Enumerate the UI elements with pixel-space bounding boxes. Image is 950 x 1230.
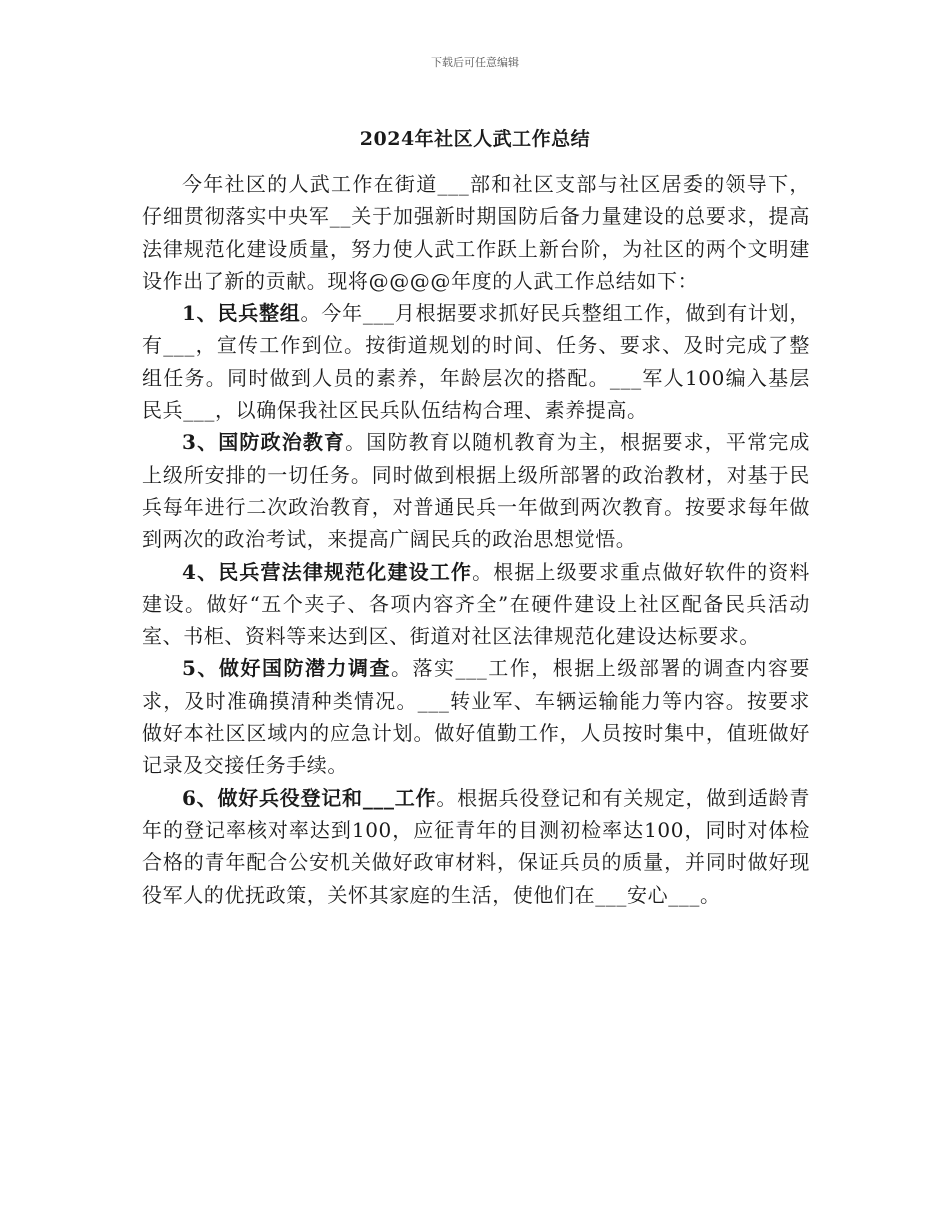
section-text: 。根据兵役登记和有关规定，做到适龄青年的登记率核对率达到100，应征青年的目测初检率达100，同时对体检合格的青年配合公安机关做好政审材料，保证兵员的质量，并同时做好现役军人的优抚政策，关怀其家庭的生活，使他们在___安心___。: [142, 785, 810, 907]
intro-paragraph: 今年社区的人武工作在街道___部和社区支部与社区居委的领导下，仔细贯彻落实中央军__关于加强新时期国防后备力量建设的总要求，提高法律规范化建设质量，努力使人武工作跃上新台阶，为社区的两个文明建设作出了新的贡献。现将@@@@年度的人武工作总结如下：: [142, 172, 810, 293]
section-text: 。今年___月根据要求抓好民兵整组工作，做到有计划，有___，宣传工作到位。按街道规划的时间、任务、要求、及时完成了整组任务。同时做到人员的素养，年龄层次的搭配。___军人100编入基层民兵___，以确保我社区民兵队伍结构合理、素养提高。: [142, 301, 810, 423]
document-body: [142, 168, 810, 911]
section-heading: 3、国防政治教育: [182, 430, 346, 455]
document-title: 2024年社区人武工作总结: [359, 128, 591, 150]
section-text: 。落实___工作，根据上级部署的调查内容要求，及时准确摸清种类情况。___转业军、车辆运输能力等内容。按要求做好本社区区域内的应急计划。做好值勤工作，人员按时集中，值班做好记录及交接任务手续。: [142, 656, 810, 778]
section-text: 。根据上级要求重点做好软件的资料建设。做好“五个夹子、各项内容齐全”在硬件建设上社区配备民兵活动室、书柜、资料等来达到区、街道对社区法律规范化建设达标要求。: [142, 559, 810, 649]
section-heading: 5、做好国防潜力调查: [182, 656, 392, 681]
section-military-service-registration: [142, 782, 810, 911]
section-heading: 1、民兵整组: [182, 301, 301, 326]
section-defense-potential-survey: [142, 652, 810, 781]
section-defense-political-education: [142, 426, 810, 555]
section-text: 。国防教育以随机教育为主，根据要求，平常完成上级所安排的一切任务。同时做到根据上级所部署的政治教材，对基于民兵每年进行二次政治教育，对普通民兵一年做到两次教育。按要求每年做到两次的政治考试，来提高广阔民兵的政治思想觉悟。: [142, 430, 810, 552]
section-legal-standardization: [142, 556, 810, 653]
section-militia-reorganization: [142, 297, 810, 426]
section-heading: 6、做好兵役登记和___工作: [182, 785, 437, 810]
header-note: 下载后可任意编辑: [431, 56, 519, 69]
section-heading: 4、民兵营法律规范化建设工作: [182, 559, 473, 584]
